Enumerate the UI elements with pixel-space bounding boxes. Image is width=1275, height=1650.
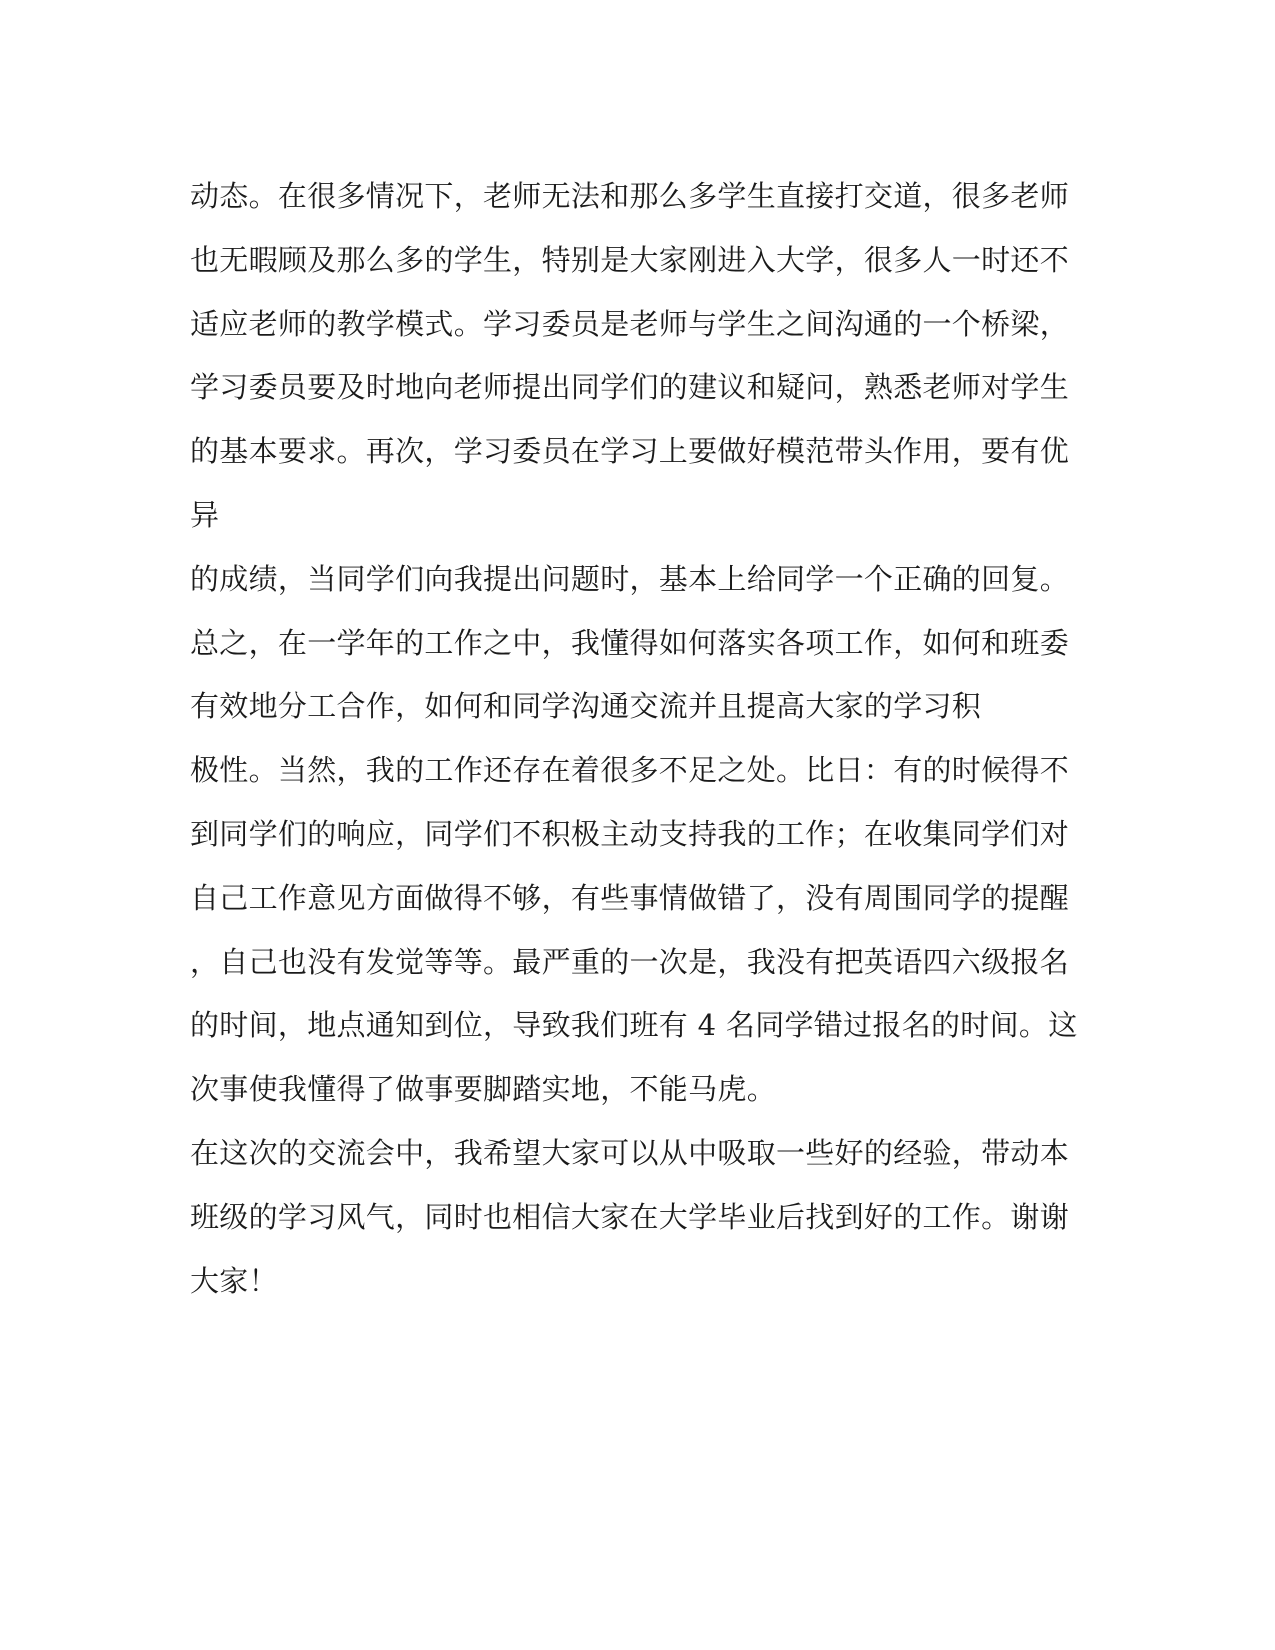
text-line: 极性。当然，我的工作还存在着很多不足之处。比日：有的时候得不: [190, 753, 1070, 788]
text-line: 总之，在一学年的工作之中，我懂得如何落实各项工作，如何和班委: [190, 625, 1070, 660]
text-line: 自己工作意见方面做得不够，有些事情做错了，没有周围同学的提醒: [190, 880, 1070, 915]
text-line: 班级的学习风气，同时也相信大家在大学毕业后找到好的工作。谢谢: [190, 1199, 1070, 1234]
text-line: 学习委员要及时地向老师提出同学们的建议和疑问，熟悉老师对学生: [190, 370, 1070, 405]
text-line: 的成绩，当同学们向我提出问题时，基本上给同学一个正确的回复。: [190, 561, 1070, 596]
body-text: [190, 165, 1078, 1313]
text-line: 异: [190, 497, 220, 532]
text-line: ，自己也没有发觉等等。最严重的一次是，我没有把英语四六级报名: [190, 944, 1070, 979]
text-line: 也无暇顾及那么多的学生，特别是大家刚进入大学，很多人一时还不: [190, 242, 1070, 277]
text-line: 次事使我懂得了做事要脚踏实地，不能马虎。: [190, 1072, 777, 1107]
text-line: 的时间，地点通知到位，导致我们班有 4 名同学错过报名的时间。这: [190, 1008, 1078, 1043]
text-line: 到同学们的响应，同学们不积极主动支持我的工作；在收集同学们对: [190, 816, 1070, 851]
text-line: 大家！: [190, 1263, 278, 1298]
text-line: 在这次的交流会中，我希望大家可以从中吸取一些好的经验，带动本: [190, 1135, 1070, 1170]
text-line: 有效地分工合作，如何和同学沟通交流并且提高大家的学习积: [190, 689, 982, 724]
text-line: 动态。在很多情况下，老师无法和那么多学生直接打交道，很多老师: [190, 179, 1070, 213]
text-line: 适应老师的教学模式。学习委员是老师与学生之间沟通的一个桥梁，: [190, 306, 1070, 341]
text-line: 的基本要求。再次，学习委员在学习上要做好模范带头作用，要有优: [190, 434, 1070, 469]
